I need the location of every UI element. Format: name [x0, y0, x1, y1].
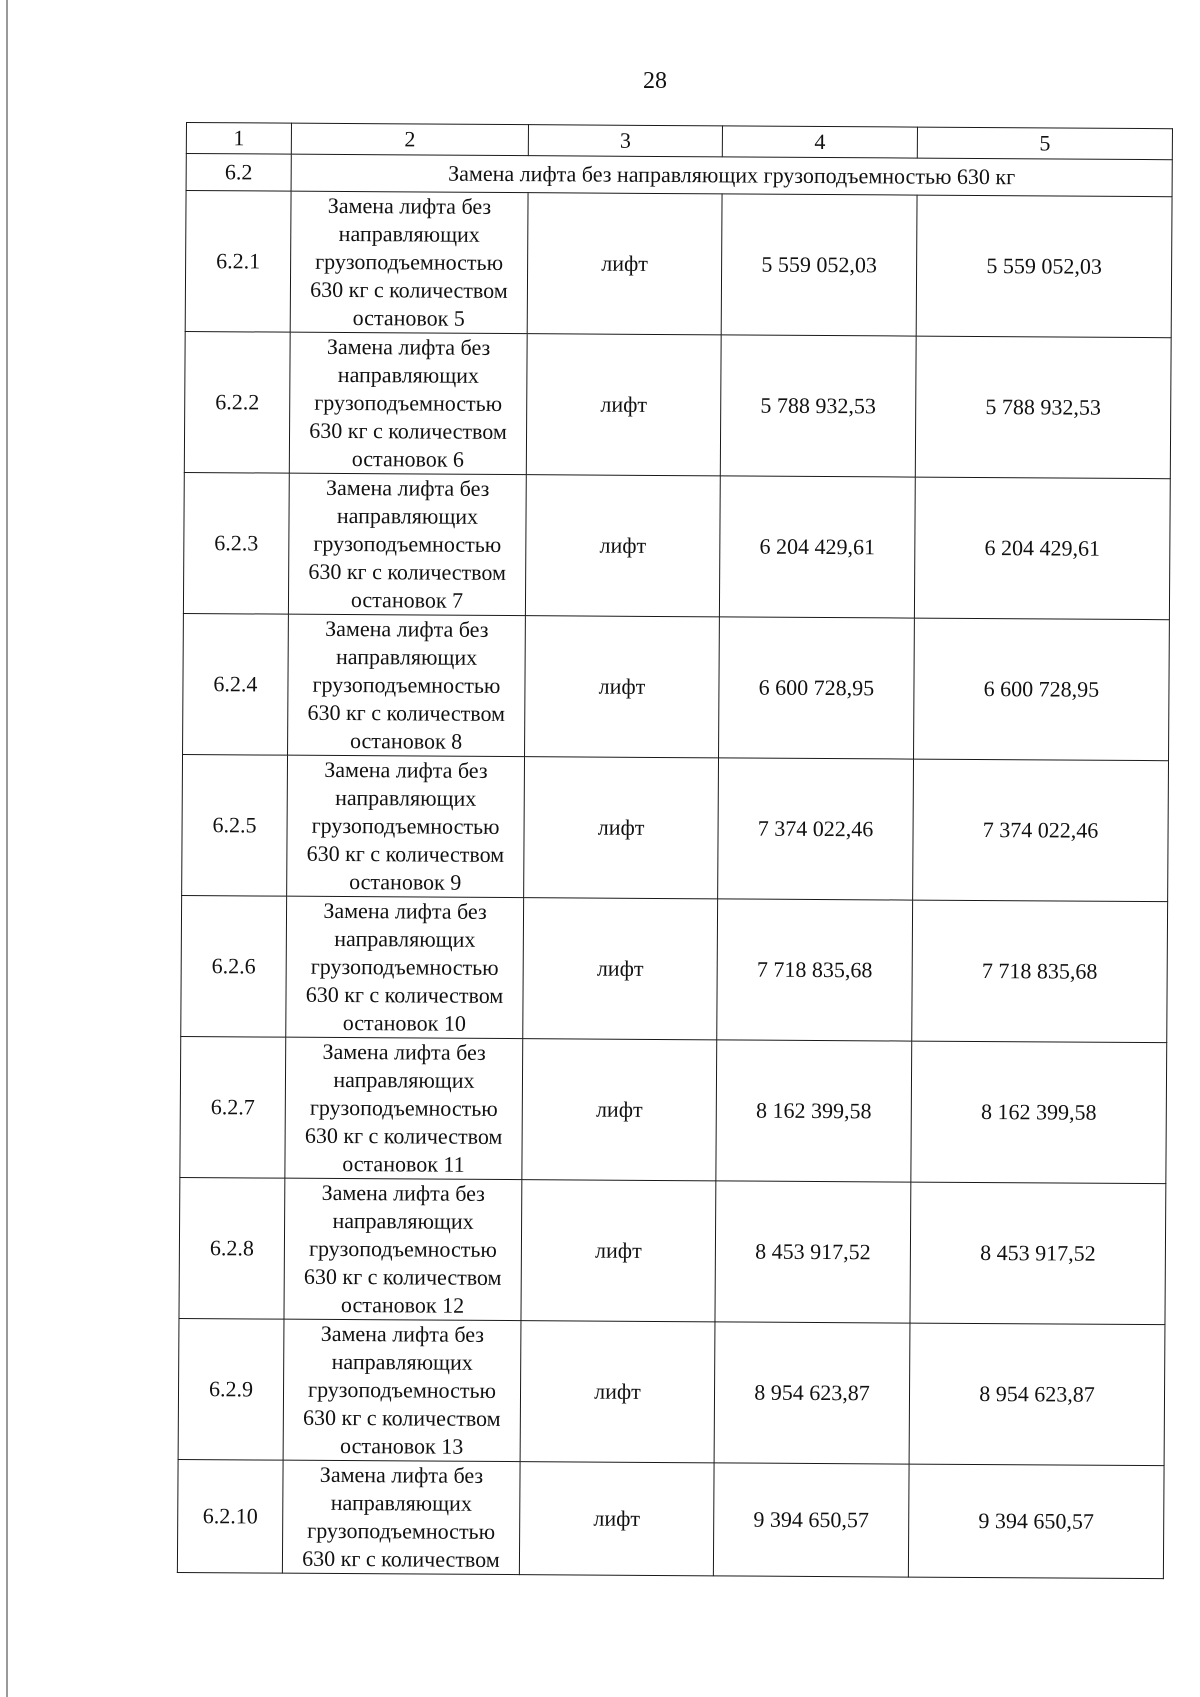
description-line: Замена лифта без — [322, 1038, 486, 1065]
description-line: направляющих — [333, 1066, 475, 1093]
table-row — [180, 1036, 1167, 1183]
table-row — [182, 754, 1169, 901]
description-line: Замена лифта без — [319, 1461, 484, 1488]
description-line: грузоподъемностью — [308, 1376, 497, 1403]
item-total: 5 788 932,53 — [915, 336, 1171, 479]
item-number: 6.2.8 — [179, 1177, 285, 1319]
item-total: 5 559 052,03 — [916, 195, 1172, 338]
description-line: 630 кг с количеством — [303, 1404, 501, 1432]
description-line: направляющих — [331, 1348, 473, 1375]
header-cell: 4 — [722, 126, 917, 158]
table-row — [183, 472, 1170, 619]
item-description — [289, 332, 527, 474]
description-line: остановок 8 — [349, 728, 463, 754]
section-row — [186, 154, 1172, 197]
description-line: грузоподъемностью — [312, 671, 501, 698]
description-line: направляющих — [337, 361, 480, 388]
description-line: Замена лифта без — [325, 615, 489, 642]
price-table — [177, 122, 1173, 1579]
description-line: грузоподъемностью — [308, 1235, 497, 1262]
table-row — [178, 1318, 1165, 1465]
item-total: 8 954 623,87 — [909, 1323, 1165, 1466]
table-row — [183, 613, 1170, 760]
section-number: 6.2 — [186, 154, 291, 192]
description-line: остановок 7 — [350, 587, 464, 613]
item-unit: лифт — [526, 334, 721, 476]
description-line: направляющих — [336, 502, 479, 529]
item-unit: лифт — [521, 1180, 716, 1322]
item-unit: лифт — [525, 616, 720, 758]
item-price: 7 718 835,68 — [717, 899, 913, 1041]
description-line: грузоподъемностью — [307, 1517, 496, 1544]
item-price: 8 453 917,52 — [715, 1181, 911, 1323]
item-number: 6.2.9 — [178, 1318, 284, 1460]
item-unit: лифт — [519, 1462, 714, 1576]
description-line: Замена лифта без — [325, 474, 490, 501]
item-description — [282, 1460, 520, 1574]
item-number: 6.2.6 — [181, 895, 287, 1037]
item-unit: лифт — [527, 193, 722, 335]
description-line: направляющих — [338, 220, 480, 247]
description-line: направляющих — [330, 1489, 472, 1516]
section-title: Замена лифта без направляющих грузоподъемностью 630 кг — [291, 154, 1172, 197]
description-line: грузоподъемностью — [311, 812, 500, 839]
description-line: направляющих — [335, 784, 477, 811]
description-line: 630 кг с количеством — [307, 699, 506, 727]
table-row — [185, 191, 1172, 338]
description-line: 630 кг с количеством — [303, 1263, 502, 1291]
header-cell: 3 — [528, 125, 722, 157]
description-line: 630 кг с количеством — [302, 1545, 500, 1572]
item-number: 6.2.3 — [183, 472, 289, 614]
description-line: 630 кг с количеством — [309, 417, 507, 445]
item-description — [290, 191, 528, 333]
item-price: 8 954 623,87 — [714, 1322, 910, 1464]
description-line: 630 кг с количеством — [306, 840, 505, 868]
description-line: грузоподъемностью — [313, 530, 502, 557]
item-total: 6 600 728,95 — [914, 618, 1170, 761]
item-description — [287, 755, 525, 897]
page-number: 28 — [643, 68, 667, 94]
item-unit: лифт — [523, 898, 718, 1040]
table-row — [181, 895, 1168, 1042]
table-row — [179, 1177, 1166, 1324]
description-line: 630 кг с количеством — [310, 276, 508, 304]
table-row — [184, 331, 1171, 478]
item-number: 6.2.7 — [180, 1036, 286, 1178]
description-line: остановок 11 — [342, 1151, 465, 1177]
item-description — [285, 1037, 523, 1179]
item-price: 6 600 728,95 — [719, 617, 915, 759]
item-price: 7 374 022,46 — [718, 758, 914, 900]
description-line: Замена лифта без — [327, 192, 492, 219]
item-price: 6 204 429,61 — [719, 476, 915, 618]
item-number: 6.2.4 — [183, 613, 289, 755]
description-line: остановок 9 — [349, 869, 462, 895]
item-number: 6.2.1 — [185, 191, 291, 333]
description-line: Замена лифта без — [320, 1320, 485, 1347]
item-description — [284, 1178, 522, 1320]
description-line: остановок 5 — [352, 305, 465, 331]
description-line: Замена лифта без — [323, 897, 487, 924]
item-price: 5 788 932,53 — [720, 335, 916, 477]
item-price: 5 559 052,03 — [721, 194, 917, 336]
description-line: 630 кг с количеством — [308, 558, 507, 586]
item-price: 9 394 650,57 — [713, 1463, 909, 1577]
item-total: 6 204 429,61 — [914, 477, 1170, 620]
item-price: 8 162 399,58 — [716, 1040, 912, 1182]
item-total: 8 162 399,58 — [911, 1041, 1167, 1184]
description-line: Замена лифта без — [321, 1179, 485, 1206]
item-number: 6.2.10 — [177, 1459, 283, 1573]
item-unit: лифт — [520, 1321, 715, 1463]
description-line: остановок 13 — [340, 1432, 464, 1459]
description-line: остановок 6 — [351, 446, 465, 472]
item-description — [283, 1319, 521, 1461]
description-line: Замена лифта без — [326, 333, 491, 360]
item-total: 7 718 835,68 — [912, 900, 1168, 1043]
item-total: 7 374 022,46 — [913, 759, 1169, 902]
item-total: 9 394 650,57 — [908, 1464, 1164, 1579]
item-total: 8 453 917,52 — [910, 1182, 1166, 1325]
description-line: 630 кг с количеством — [304, 1122, 503, 1150]
item-description — [286, 896, 524, 1038]
table-row — [177, 1459, 1164, 1578]
description-line: грузоподъемностью — [310, 953, 499, 980]
item-description — [288, 614, 526, 756]
header-cell: 5 — [917, 127, 1172, 160]
description-line: грузоподъемностью — [309, 1094, 498, 1121]
scan-left-edge — [6, 0, 8, 1697]
header-cell: 2 — [291, 123, 528, 155]
description-line: остановок 12 — [340, 1291, 465, 1318]
item-unit: лифт — [524, 757, 719, 899]
item-number: 6.2.2 — [184, 331, 290, 473]
description-line: направляющих — [334, 925, 476, 952]
item-unit: лифт — [522, 1039, 717, 1181]
item-unit: лифт — [525, 475, 720, 617]
item-description — [288, 473, 526, 615]
description-line: остановок 10 — [342, 1010, 466, 1036]
description-line: направляющих — [335, 643, 478, 670]
description-line: Замена лифта без — [324, 756, 488, 783]
description-line: направляющих — [332, 1207, 474, 1234]
header-cell: 1 — [186, 123, 291, 155]
description-line: грузоподъемностью — [315, 248, 504, 275]
item-number: 6.2.5 — [182, 754, 288, 896]
description-line: грузоподъемностью — [314, 389, 503, 416]
description-line: 630 кг с количеством — [305, 981, 504, 1009]
